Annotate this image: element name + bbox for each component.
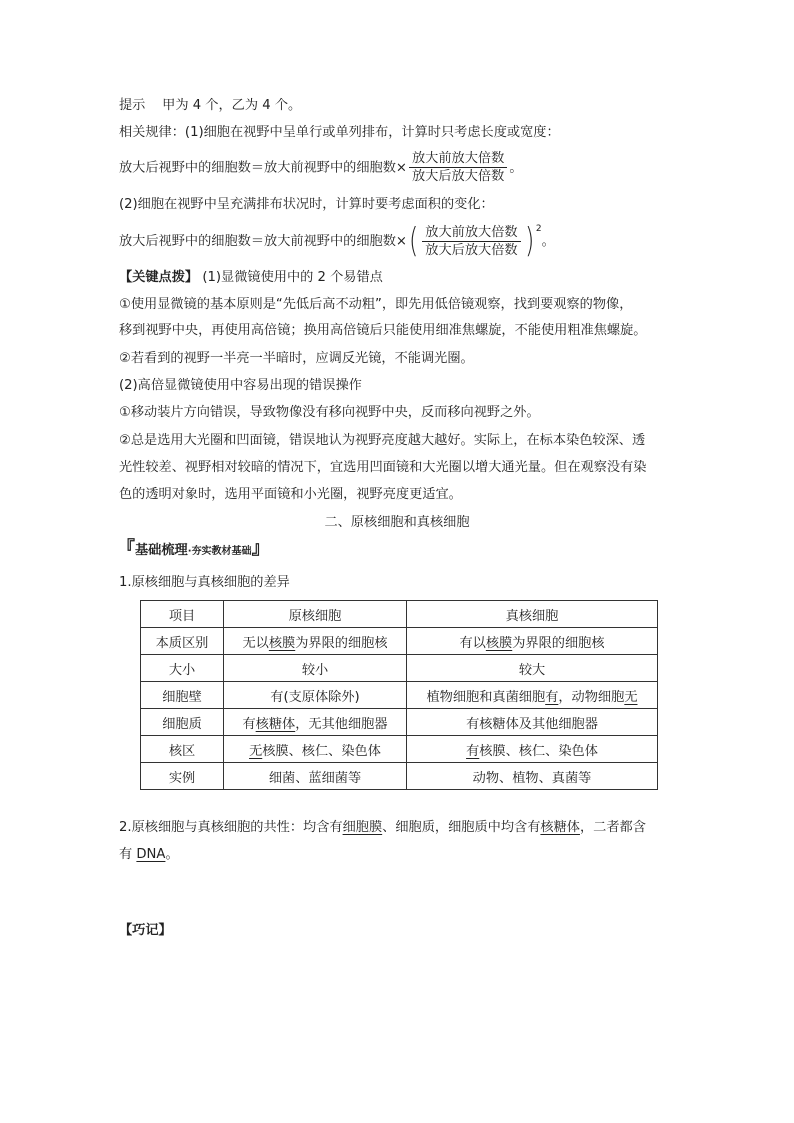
cell-text: 为界限的细胞核 bbox=[512, 635, 605, 651]
cell-text: ，无其他细胞器 bbox=[295, 716, 388, 732]
rule-intro: 相关规律：(1)细胞在视野中呈单行或单列排布，计算时只考虑长度或宽度： bbox=[119, 125, 560, 140]
cell-underlined-text: 无 bbox=[249, 743, 263, 759]
mnemonic-heading: 【巧记】 bbox=[119, 923, 172, 938]
key-point-p1a: ①使用显微镜的基本原则是“先低后高不动粗”，即先用低倍镜观察，找到要观察的物像， bbox=[119, 297, 633, 312]
item-2-text: 有 bbox=[119, 847, 137, 862]
formula-linear-lhs: 放大后视野中的细胞数＝放大前视野中的细胞数× bbox=[119, 160, 407, 176]
table-row bbox=[141, 736, 658, 763]
item-1-title: 1.原核细胞与真核细胞的差异 bbox=[119, 575, 290, 590]
key-point-heading bbox=[119, 269, 383, 287]
cell-text: ，动物细胞 bbox=[558, 689, 625, 705]
item-2-text: ，二者都含 bbox=[579, 820, 646, 835]
table-header-row bbox=[141, 601, 658, 628]
hint-line bbox=[119, 97, 301, 115]
basic-review-label: 基础梳理 bbox=[135, 543, 188, 558]
section-title: 二、原核细胞和真核细胞 bbox=[324, 515, 470, 530]
cell-text: 有 bbox=[242, 716, 256, 732]
table-row bbox=[141, 682, 658, 709]
table-cell bbox=[224, 736, 407, 763]
item-2-underlined: 细胞膜 bbox=[342, 820, 383, 835]
cell-underlined-text: 核膜 bbox=[268, 635, 296, 651]
key-point-p4b: 光性较差、视野相对较暗的情况下，宜选用凹面镜和大光圈以增大通光量。但在观察没有染 bbox=[119, 460, 647, 475]
cell-text: 无以 bbox=[242, 635, 269, 651]
cell-text: 为界限的细胞核 bbox=[295, 635, 388, 651]
cell-text: 核膜、核仁、染色体 bbox=[479, 743, 598, 759]
table-header-cell: 原核细胞 bbox=[224, 601, 407, 628]
formula-linear-fraction bbox=[409, 150, 507, 185]
cell-underlined-text: 有 bbox=[545, 689, 559, 705]
key-point-title: (1)显微镜使用中的 2 个易错点 bbox=[202, 270, 383, 285]
table-row bbox=[141, 655, 658, 682]
formula-area-lhs: 放大后视野中的细胞数＝放大前视野中的细胞数× bbox=[119, 234, 407, 249]
table-cell: 大小 bbox=[141, 655, 224, 682]
table-header-cell: 真核细胞 bbox=[407, 601, 658, 628]
formula-linear-end: 。 bbox=[509, 160, 523, 176]
formula-area bbox=[119, 220, 555, 259]
left-paren: ( bbox=[408, 221, 419, 261]
cell-text: 核膜、核仁、染色体 bbox=[262, 743, 381, 759]
cell-text: 植物细胞和真菌细胞 bbox=[426, 689, 546, 705]
key-point-p1b: 移到视野中央，再使用高倍镜；换用高倍镜后只能使用细准焦螺旋，不能使用粗准焦螺旋。 bbox=[119, 323, 647, 338]
formula-linear bbox=[119, 150, 523, 185]
formula-area-fraction bbox=[422, 224, 520, 259]
basic-review-sub: 夯实教材基础 bbox=[191, 546, 252, 557]
table-cell: 本质区别 bbox=[141, 628, 224, 655]
table-cell bbox=[407, 736, 658, 763]
right-corner-bracket: 』 bbox=[251, 538, 270, 559]
hint-label: 提示 bbox=[119, 98, 146, 113]
key-point-p2: ②若看到的视野一半亮一半暗时，应调反光镜，不能调光圈。 bbox=[119, 351, 474, 366]
key-point-p4a: ②总是选用大光圈和凹面镜，错误地认为视野亮度越大越好。实际上，在标本染色较深、透 bbox=[119, 433, 646, 448]
formula-linear-denominator: 放大后放大倍数 bbox=[412, 169, 505, 184]
rule-area-intro: (2)细胞在视野中呈充满排布状况时，计算时要考虑面积的变化： bbox=[119, 197, 494, 212]
item-2-text: 。 bbox=[165, 847, 179, 862]
left-corner-bracket: 『 bbox=[117, 538, 135, 559]
table-cell: 细胞质 bbox=[141, 709, 224, 736]
right-paren: ) bbox=[524, 221, 534, 261]
item-2-line-1 bbox=[119, 819, 646, 837]
formula-area-paren bbox=[407, 221, 536, 261]
table-cell bbox=[407, 682, 658, 709]
cell-underlined-text: 核糖体 bbox=[255, 716, 296, 732]
item-2-text: 、细胞质，细胞质中均含有 bbox=[382, 820, 541, 835]
table-cell: 有(支原体除外) bbox=[224, 682, 407, 709]
table-cell: 细胞壁 bbox=[141, 682, 224, 709]
comparison-table bbox=[140, 600, 658, 790]
item-2-line-2 bbox=[119, 846, 179, 864]
formula-linear-numerator: 放大前放大倍数 bbox=[409, 150, 507, 168]
table-row bbox=[141, 709, 658, 736]
formula-area-denominator: 放大后放大倍数 bbox=[425, 242, 518, 258]
cell-underlined-text: 核膜 bbox=[485, 635, 513, 651]
hint-text: 甲为 4 个，乙为 4 个。 bbox=[162, 98, 302, 113]
table-cell: 核区 bbox=[141, 736, 224, 763]
item-2-text: 2.原核细胞与真核细胞的共性：均含有 bbox=[119, 820, 343, 835]
key-point-label: 【关键点拨】 bbox=[119, 270, 199, 285]
key-point-p3: ①移动装片方向错误，导致物像没有移向视野中央，反而移向视野之外。 bbox=[119, 405, 540, 420]
cell-underlined-text: 有 bbox=[466, 743, 480, 759]
key-point-title2: (2)高倍显微镜使用中容易出现的错误操作 bbox=[119, 378, 362, 393]
basic-review-heading bbox=[117, 540, 270, 561]
item-2-underlined: 核糖体 bbox=[540, 820, 580, 835]
formula-area-exponent: 2 bbox=[535, 224, 542, 234]
table-header-cell: 项目 bbox=[141, 601, 224, 628]
table-row bbox=[141, 763, 658, 790]
table-cell: 较小 bbox=[224, 655, 407, 682]
table-cell bbox=[224, 709, 407, 736]
table-cell: 细菌、蓝细菌等 bbox=[224, 763, 407, 790]
formula-area-numerator: 放大前放大倍数 bbox=[422, 224, 520, 242]
table-cell bbox=[224, 628, 407, 655]
formula-area-end: 。 bbox=[541, 234, 555, 249]
table-row bbox=[141, 628, 658, 655]
table-cell: 动物、植物、真菌等 bbox=[407, 763, 658, 790]
cell-text: 有以 bbox=[459, 635, 486, 651]
table-cell bbox=[407, 628, 658, 655]
table-cell: 有核糖体及其他细胞器 bbox=[407, 709, 658, 736]
heading-dot: · bbox=[187, 546, 192, 557]
key-point-p4c: 色的透明对象时，选用平面镜和小光圈，视野亮度更适宜。 bbox=[119, 487, 462, 502]
table-cell: 较大 bbox=[407, 655, 658, 682]
item-2-underlined: DNA bbox=[136, 847, 166, 862]
cell-underlined-text: 无 bbox=[624, 689, 638, 705]
table-cell: 实例 bbox=[141, 763, 224, 790]
